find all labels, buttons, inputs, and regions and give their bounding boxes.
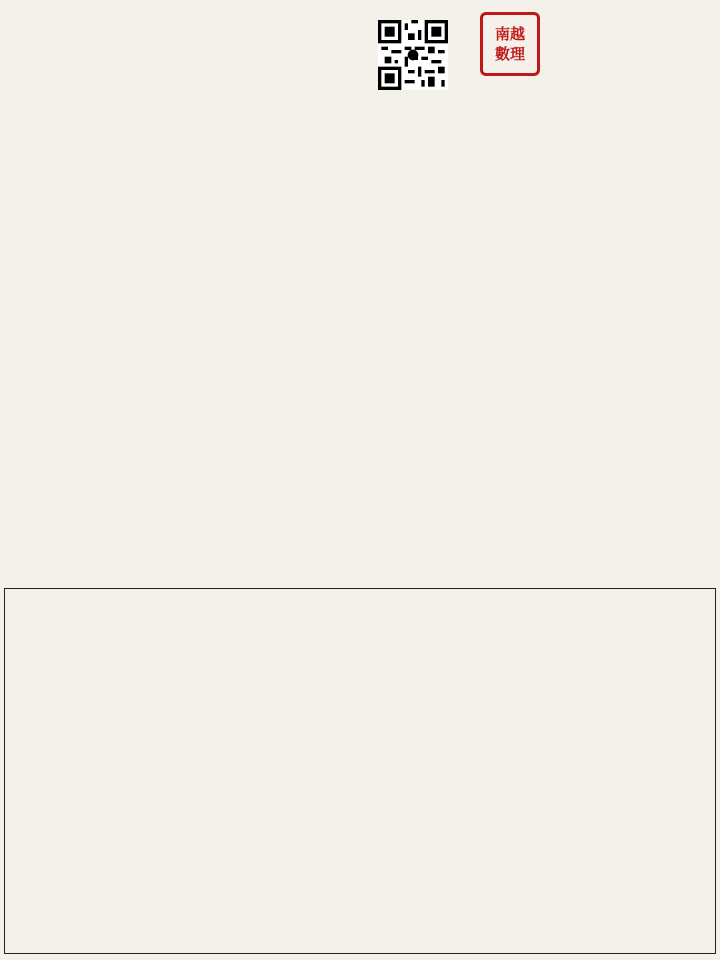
gender-line: [12, 30, 19, 46]
seal-stamp: 南越 數理: [480, 12, 540, 76]
qr-code-icon: [378, 20, 448, 90]
annual-luck-grid: [4, 588, 716, 954]
chart-grid: [4, 102, 716, 580]
